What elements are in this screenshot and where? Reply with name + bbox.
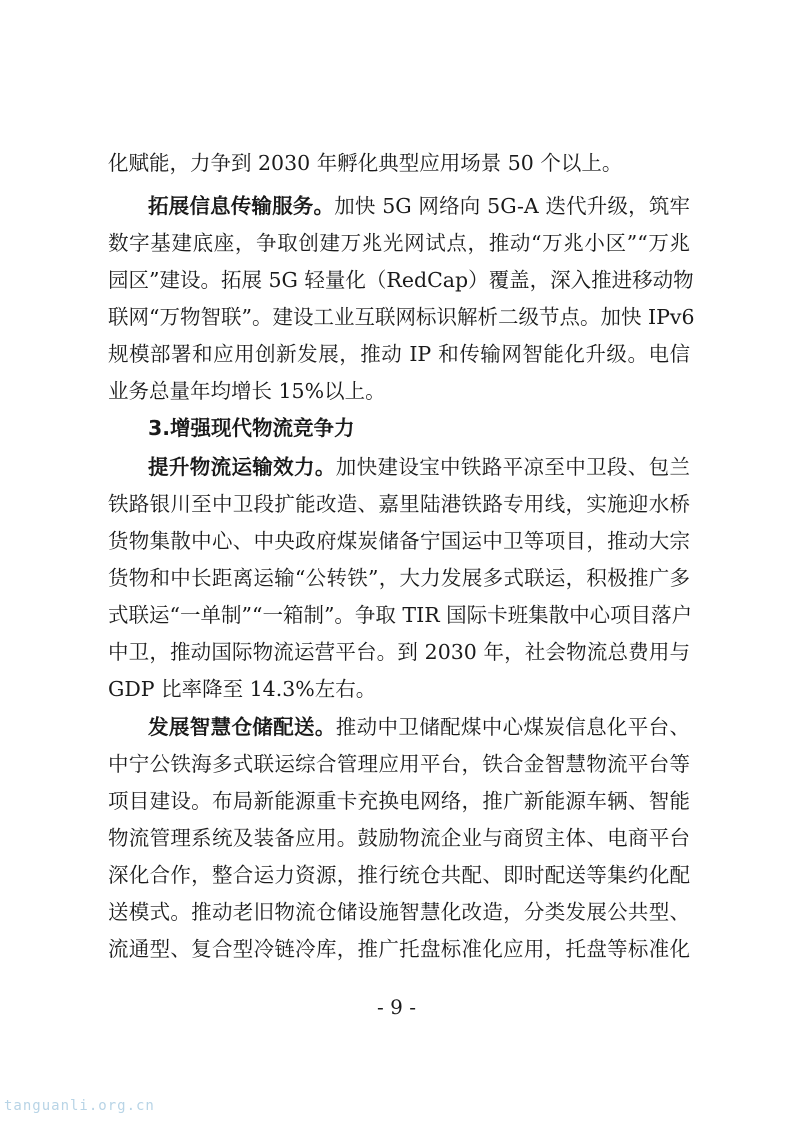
paragraph-line: 货物和中长距离运输“公转铁”，大力发展多式联运，积极推广多 bbox=[108, 566, 690, 590]
paragraph-line bbox=[148, 710, 690, 744]
section-heading: 3.增强现代物流竞争力 bbox=[148, 416, 355, 440]
paragraph-line: 流通型、复合型冷链冷库，推广托盘标准化应用，托盘等标准化 bbox=[108, 937, 690, 961]
paragraph-text: 加快建设宝中铁路平凉至中卫段、包兰 bbox=[335, 455, 691, 479]
paragraph-line: GDP 比率降至 14.3%左右。 bbox=[108, 677, 377, 701]
paragraph-line: 物流管理系统及装备应用。鼓励物流企业与商贸主体、电商平台 bbox=[108, 826, 690, 850]
paragraph-heading: 发展智慧仓储配送。 bbox=[148, 715, 336, 739]
paragraph-line: 送模式。推动老旧物流仓储设施智慧化改造，分类发展公共型、 bbox=[108, 900, 690, 924]
paragraph-line: 园区”建设。拓展 5G 轻量化（RedCap）覆盖，深入推进移动物 bbox=[108, 268, 694, 292]
page-number: - 9 - bbox=[377, 995, 416, 1019]
paragraph-line: 深化合作，整合运力资源，推行统仓共配、即时配送等集约化配 bbox=[108, 863, 690, 887]
paragraph-line: 货物集散中心、中央政府煤炭储备宁国运中卫等项目，推动大宗 bbox=[108, 529, 690, 553]
paragraph-heading: 拓展信息传输服务。 bbox=[148, 194, 335, 218]
watermark: tanguanli.org.cn bbox=[4, 1098, 155, 1114]
paragraph-line bbox=[148, 450, 690, 484]
paragraph-text: 加快 5G 网络向 5G-A 迭代升级，筑牢 bbox=[334, 194, 691, 218]
paragraph-text: 推动中卫储配煤中心煤炭信息化平台、 bbox=[335, 715, 691, 739]
paragraph-line: 铁路银川至中卫段扩能改造、嘉里陆港铁路专用线，实施迎水桥 bbox=[108, 492, 690, 516]
paragraph-line: 数字基建底座，争取创建万兆光网试点，推动“万兆小区”“万兆 bbox=[108, 231, 690, 255]
paragraph-line: 中宁公铁海多式联运综合管理应用平台，铁合金智慧物流平台等 bbox=[108, 752, 690, 776]
paragraph-line: 项目建设。布局新能源重卡充换电网络，推广新能源车辆、智能 bbox=[108, 789, 690, 813]
paragraph-line: 中卫，推动国际物流运营平台。到 2030 年，社会物流总费用与 bbox=[108, 640, 690, 664]
paragraph-line: 式联运“一单制”“一箱制”。争取 TIR 国际卡班集散中心项目落户 bbox=[108, 603, 693, 627]
paragraph-heading: 提升物流运输效力。 bbox=[148, 455, 336, 479]
paragraph-line bbox=[148, 189, 690, 223]
paragraph-line: 化赋能，力争到 2030 年孵化典型应用场景 50 个以上。 bbox=[108, 151, 623, 175]
paragraph-line: 业务总量年均增长 15%以上。 bbox=[108, 379, 386, 403]
paragraph-line: 规模部署和应用创新发展，推动 IP 和传输网智能化升级。电信 bbox=[108, 342, 690, 366]
paragraph-line: 联网“万物智联”。建设工业互联网标识解析二级节点。加快 IPv6 bbox=[108, 305, 695, 329]
